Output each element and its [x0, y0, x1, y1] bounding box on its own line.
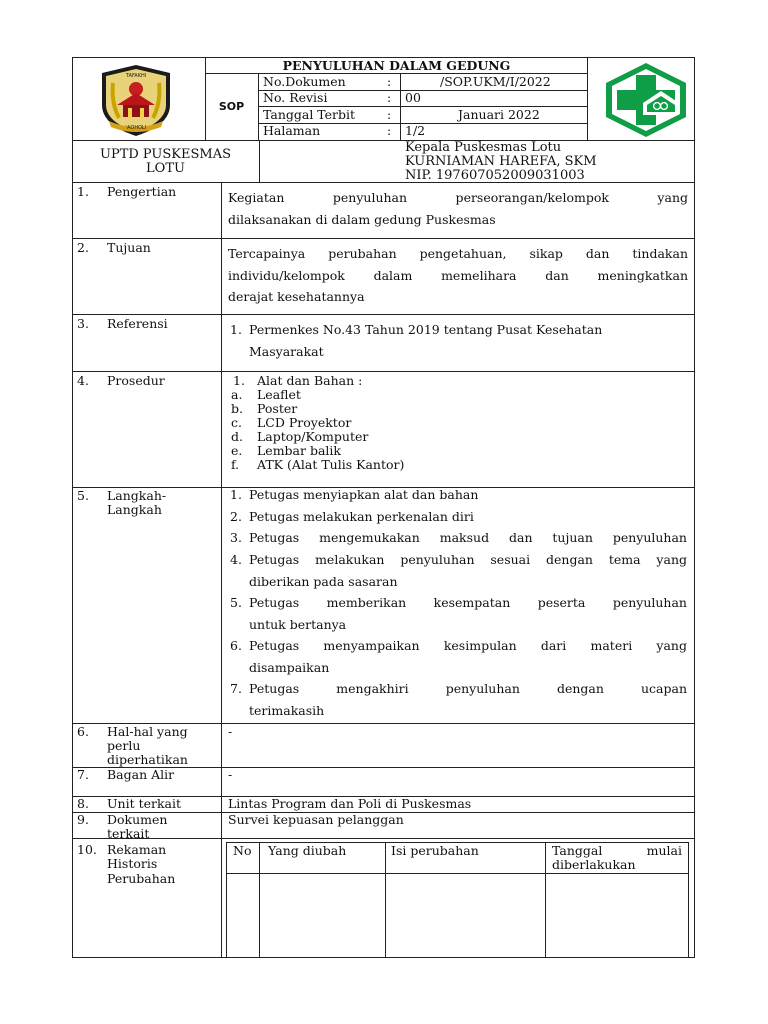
section-number: 5. — [77, 488, 89, 503]
section-number: 3. — [77, 316, 89, 331]
section-label-referensi: Referensi — [107, 316, 168, 331]
section-label-dokumen: Dokumen — [107, 812, 168, 827]
revision-col-yang-diubah: Yang diubah — [268, 843, 347, 858]
field-label-halaman: Halaman — [263, 123, 321, 138]
list-marker: e. — [231, 443, 243, 458]
section-number: 6. — [77, 724, 89, 739]
section-label-langkah: Langkah- — [107, 488, 167, 503]
section-number: 4. — [77, 373, 89, 388]
section-label-pengertian: Pengertian — [107, 184, 177, 199]
section-label-dokumen: terkait — [107, 826, 150, 841]
revision-col-diberlakukan: diberlakukan — [552, 857, 636, 872]
org-name-line1: UPTD PUSKESMAS — [99, 147, 232, 162]
section-label-rekaman: Rekaman — [107, 842, 167, 857]
list-marker: d. — [231, 429, 243, 444]
list-marker: f. — [231, 457, 240, 472]
section-number: 9. — [77, 812, 89, 827]
revision-col-tanggal: Tanggal mulai — [552, 843, 682, 858]
field-colon: : — [387, 123, 392, 138]
section-label-bagan: Bagan Alir — [107, 767, 175, 782]
section-number: 1. — [77, 184, 89, 199]
revision-col-isi-perubahan: Isi perubahan — [391, 843, 479, 858]
section-number: 7. — [77, 767, 89, 782]
list-item: Leaflet — [257, 387, 301, 402]
logo-left-text: TAFAKHI — [125, 73, 147, 79]
field-value-tanggal-terbit: Januari 2022 — [458, 107, 540, 122]
section-number: 8. — [77, 796, 89, 811]
section-label-unit: Unit terkait — [107, 796, 182, 811]
list-item: LCD Proyektor — [257, 415, 352, 430]
field-value-no-dokumen: /SOP.UKM/I/2022 — [440, 74, 551, 89]
field-value-halaman: 1/2 — [405, 123, 426, 138]
tujuan-text: Tercapainya perubahan pengetahuan, sikap dan tindakan individu/kelompok dalam memelihara dan meningkatkan derajat kesehatannya — [228, 246, 688, 304]
dokumen-value: Survei kepuasan pelanggan — [228, 812, 404, 827]
signer-nip: NIP. 197607052009031003 — [405, 168, 585, 183]
section-label-rekaman: Historis — [107, 856, 158, 871]
logo-left-ribbon: ꞌAOHOLI — [125, 125, 147, 131]
list-item: Lembar balik — [257, 443, 341, 458]
section-label-rekaman: Perubahan — [107, 871, 176, 886]
list-marker: a. — [231, 387, 243, 402]
section-label-hal: diperhatikan — [107, 752, 188, 767]
signer-title: Kepala Puskesmas Lotu — [405, 140, 562, 155]
list-item: Laptop/Komputer — [257, 429, 369, 444]
section-label-tujuan: Tujuan — [107, 240, 151, 255]
field-value-no-revisi: 00 — [405, 90, 421, 105]
section-label-hal: Hal-hal yang — [107, 724, 188, 739]
field-colon: : — [387, 107, 392, 122]
field-label-no-dokumen: No.Dokumen — [263, 74, 346, 89]
field-colon: : — [387, 90, 392, 105]
logo-left — [95, 63, 177, 138]
sop-label: SOP — [218, 100, 245, 113]
revision-col-no: No — [233, 843, 252, 858]
org-name-line2: LOTU — [146, 161, 185, 176]
section-number: 10. — [77, 842, 97, 857]
section-label-prosedur: Prosedur — [107, 373, 165, 388]
list-marker: c. — [231, 415, 242, 430]
bagan-value: - — [228, 767, 233, 782]
unit-value: Lintas Program dan Poli di Puskesmas — [228, 796, 472, 811]
prosedur-heading-number: 1. — [233, 373, 245, 388]
field-label-no-revisi: No. Revisi — [263, 90, 328, 105]
field-label-tanggal-terbit: Tanggal Terbit — [263, 107, 356, 122]
section-label-hal: perlu — [107, 738, 141, 753]
field-colon: : — [387, 74, 392, 89]
hal-value: - — [228, 724, 233, 739]
list-marker: b. — [231, 401, 243, 416]
prosedur-heading: Alat dan Bahan : — [257, 373, 363, 388]
list-item: Poster — [257, 401, 298, 416]
list-item: ATK (Alat Tulis Kantor) — [257, 457, 405, 472]
signer-name: KURNIAMAN HAREFA, SKM — [405, 154, 597, 169]
document-title: PENYULUHAN DALAM GEDUNG — [282, 58, 511, 73]
pengertian-text: Kegiatan penyuluhan perseorangan/kelompok yang dilaksanakan di dalam gedung Puskesmas — [228, 190, 688, 227]
section-label-langkah: Langkah — [107, 502, 162, 517]
section-number: 2. — [77, 240, 89, 255]
logo-right — [603, 61, 689, 139]
